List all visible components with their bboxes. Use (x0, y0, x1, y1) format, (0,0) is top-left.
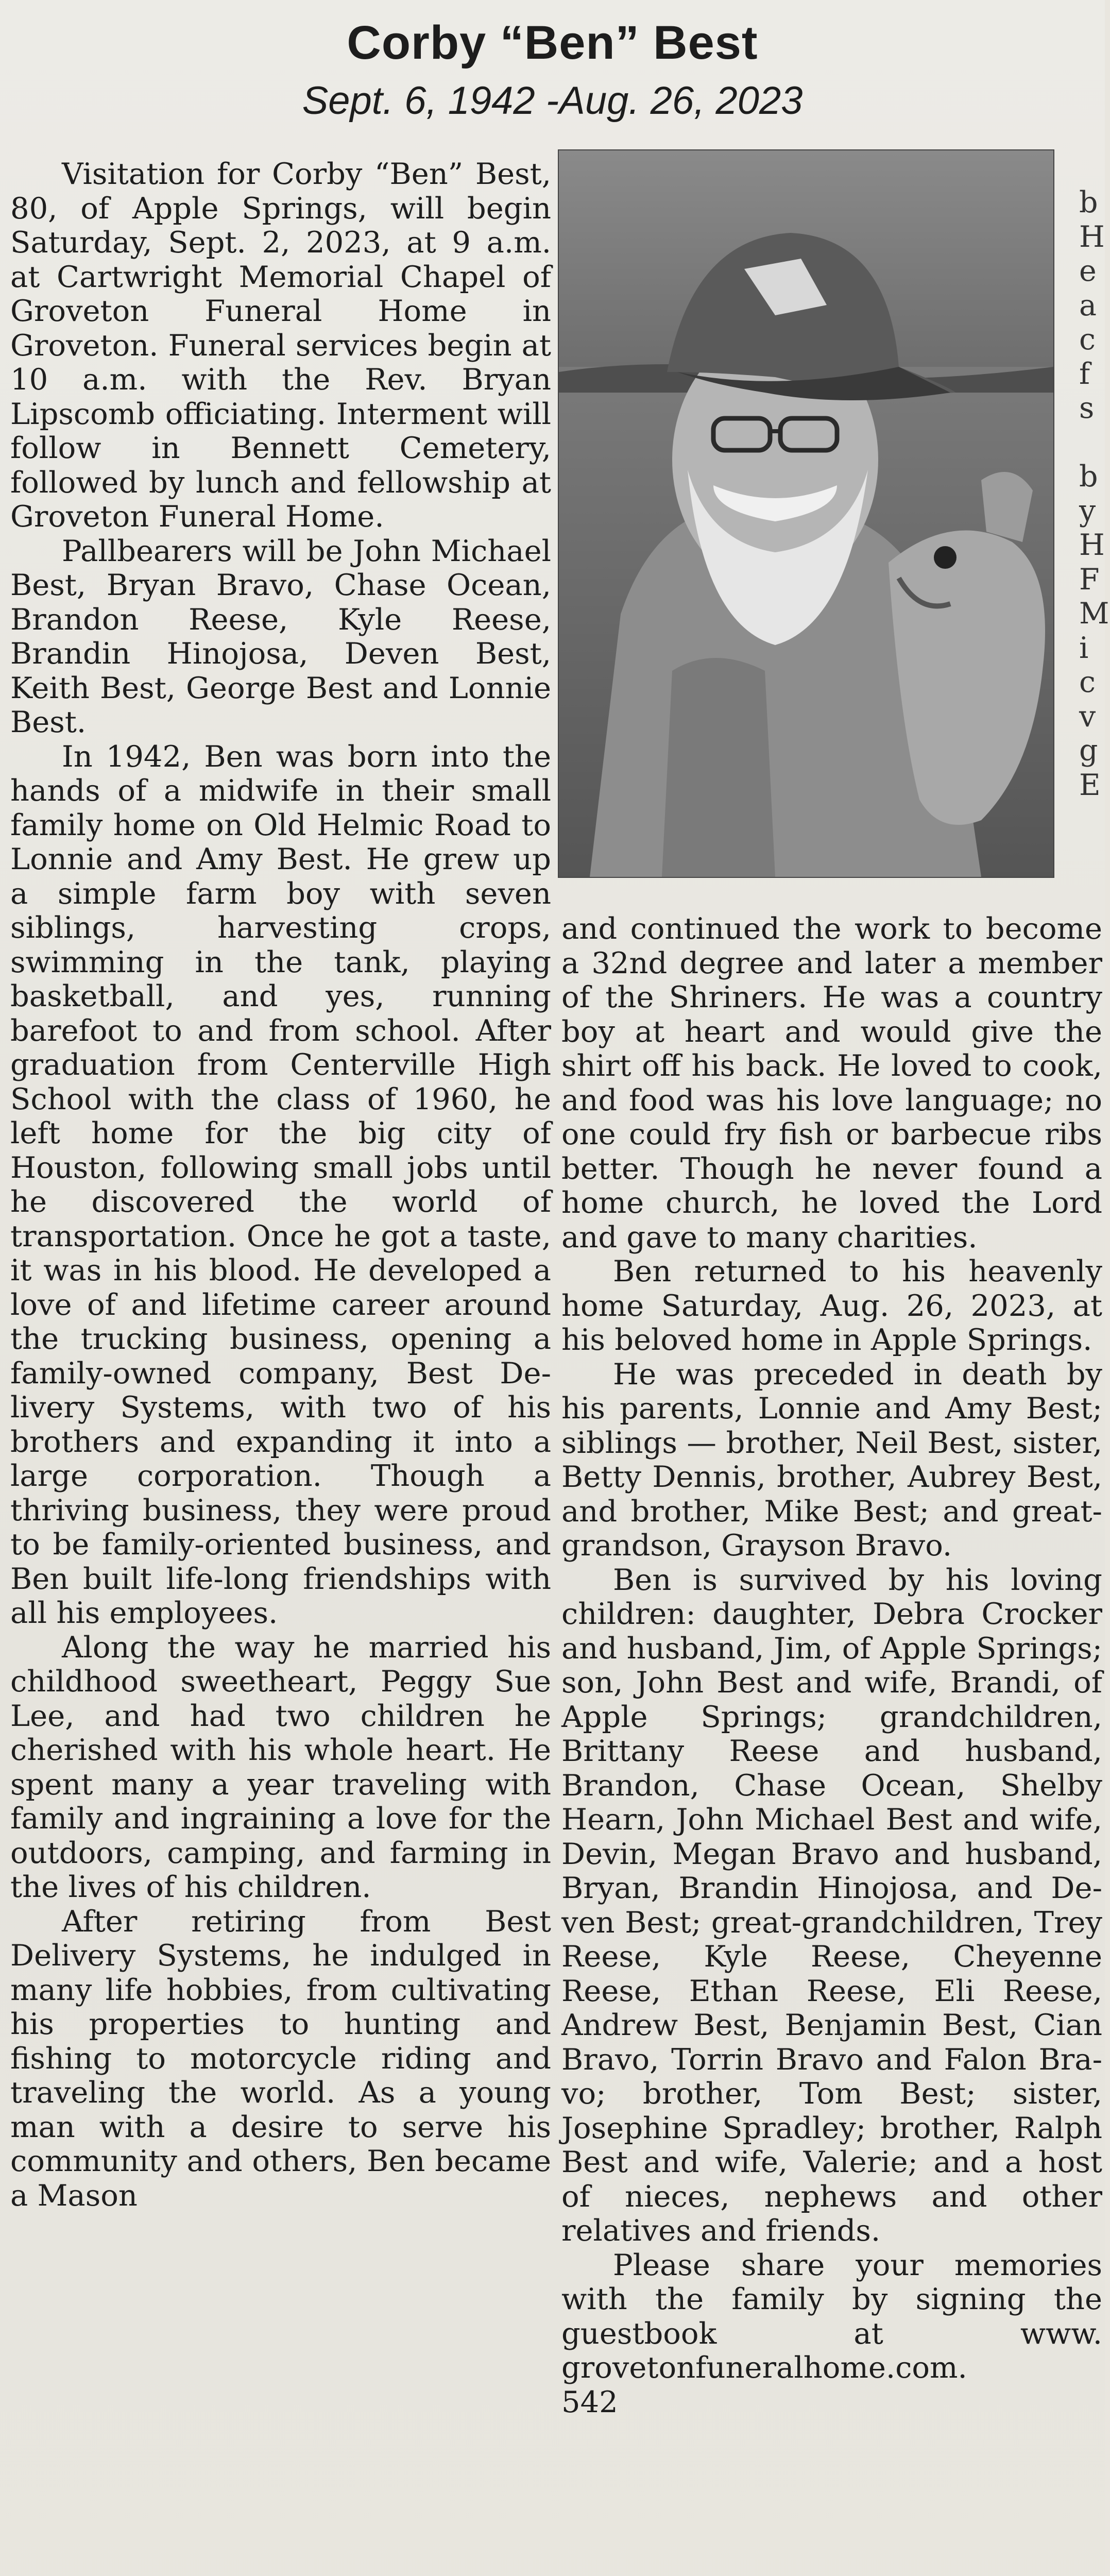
obituary-column-2 (561, 912, 1102, 2419)
paragraph-pallbearers: Pallbearers will be John Michael Best, Bryan Bravo, Chase Ocean, Brandon Reese, Kyle Reese, Brandin Hinojosa, Deven Best, Keith Best, George Best and Lonnie Best. (10, 533, 551, 739)
paragraph-retirement: After retiring from Best Delivery Systems, he indulged in many life hobbies, from cultivating his properties to hunting and fishing to motorcycle riding and traveling the world. As a young man with a desire to serve his community and others, Ben became a Mason (10, 1904, 551, 2213)
paragraph-preceded: He was preceded in death by his parents, Lonnie and Amy Best; siblings — brother, Neil Best, sister, Betty Dennis, brother, Aubrey Best, and brother, Mike Best; and great-grandson, Grayson Bravo. (561, 1357, 1102, 1563)
paragraph-family: Along the way he married his childhood sweetheart, Peggy Sue Lee, and had two children he cherished with his whole heart. He spent many a year traveling with family and ingraining a love for the outdoors, camping, and farming in the lives of his children. (10, 1630, 551, 1904)
paragraph-mason: and continued the work to become a 32nd degree and later a member of the Shriners. He was a country boy at heart and would give the shirt off his back. He loved to cook, and food was his love language; no one could fry fish or barbecue ribs better. Though he never found a home church, he loved the Lord and gave to many charities. (561, 911, 1102, 1255)
paragraph-death: Ben returned to his heavenly home Saturday, Aug. 26, 2023, at his beloved home in Apple Springs. (561, 1254, 1102, 1357)
paragraph-visitation: Visitation for Corby “Ben” Best, 80, of Apple Springs, will begin Saturday, Sept. 2, 2023, at 9 a.m. at Cartwright Memorial Chapel of Groveton Funeral Home in Groveton. Funeral services begin at 10 a.m. with the Rev. Bryan Lipscomb officiating. Interment will follow in Bennett Cemetery, followed by lunch and fellowship at Groveton Funeral Home. (10, 157, 551, 534)
portrait-photo (558, 149, 1054, 878)
reference-number: 542 (561, 2384, 618, 2419)
adjacent-column-fragment: b H e a c f s b y H F M i c v g E (1079, 185, 1109, 802)
obituary-title: Corby “Ben” Best (347, 16, 758, 69)
obituary-dates: Sept. 6, 1942 -Aug. 26, 2023 (302, 79, 803, 123)
portrait-illustration (559, 150, 1053, 877)
paragraph-early-life: In 1942, Ben was born into the hands of a midwife in their small family home on Old Helmic Road to Lonnie and Amy Best. He grew up a simple farm boy with seven siblings, harvesting crops, swimming in the tank, playing basketball, and yes, running barefoot to and from school. After graduation from Centerville High School with the class of 1960, he left home for the big city of Houston, following small jobs until he discovered the world of transportation. Once he got a taste, it was in his blood. He developed a love of and lifetime career around the trucking business, opening a family-owned company, Best Delivery Systems, with two of his brothers and expanding it into a large corporation. Though a thriving business, they were proud to be family-oriented business, and Ben built life-long friendships with all his employees. (10, 739, 551, 1630)
obituary-column-1 (10, 157, 551, 2576)
paragraph-survived: Ben is survived by his loving children: daughter, Debra Crocker and husband, Jim, of Apple Springs; son, John Best and wife, Brandi, of Apple Springs; grandchildren, Brittany Reese and husband, Brandon, Chase Ocean, Shelby Hearn, John Michael Best and wife, Devin, Megan Bravo and husband, Bryan, Brandin Hinojosa, and Deven Best; great-grandchildren, Trey Reese, Kyle Reese, Cheyenne Reese, Ethan Reese, Eli Reese, Andrew Best, Benjamin Best, Cian Bravo, Torrin Bravo and Falon Bravo; brother, Tom Best; sister, Josephine Spradley; brother, Ralph Best and wife, Valerie; and a host of nieces, nephews and other relatives and friends. (561, 1562, 1102, 2248)
paragraph-guestbook: Please share your memories with the family by signing the guestbook at www. grovetonfuneralhome.com. (561, 2247, 1102, 2385)
